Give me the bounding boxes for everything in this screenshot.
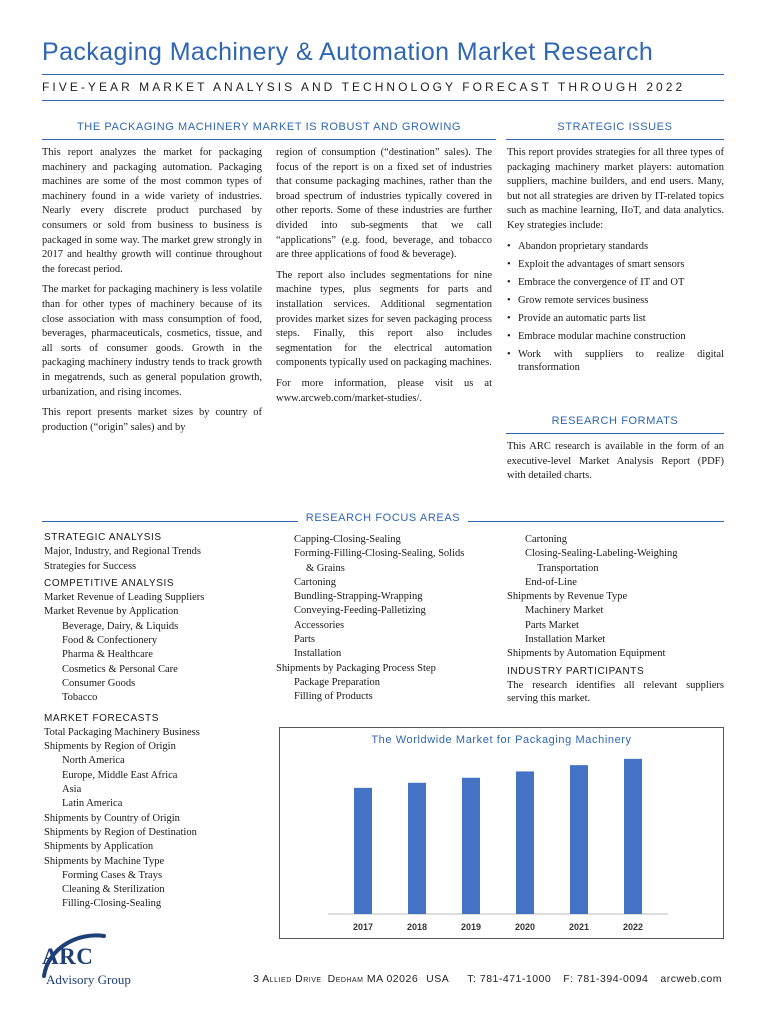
strategy-list: [507, 240, 724, 375]
footer-contact: [253, 973, 722, 985]
strategic-analysis-heading: STRATEGIC ANALYSIS: [44, 532, 162, 543]
list-item: Shipments by Country of Origin: [44, 812, 180, 824]
list-item: Capping-Closing-Sealing: [294, 534, 401, 545]
focus-column-1: [44, 531, 274, 912]
strategy-item: • Embrace the convergence of IT and OT: [507, 276, 724, 290]
list-item: Strategies for Success: [44, 560, 137, 572]
strategy-item: • Abandon proprietary standards: [507, 240, 724, 254]
list-item: Parts Market: [525, 619, 579, 631]
logo-subtitle: Advisory Group: [46, 972, 131, 987]
paragraph: This report analyzes the market for packaging machinery and packaging automation. Packaging machines are some of the most common types of machinery found in a wide variety of industries. Nearly every discrete product purchased by consumers or sold from business to business is packaged in some way. The market grew strongly in 2017 and healthy growth will continue throughout the forecast period.: [42, 147, 262, 275]
list-item: Shipments by Revenue Type: [507, 591, 628, 603]
strategic-heading: STRATEGIC ISSUES: [557, 121, 673, 133]
chart-bar-2017: [354, 788, 372, 914]
list-item: Cosmetics & Personal Care: [62, 663, 178, 675]
footer-web: arcweb.com: [660, 973, 722, 985]
focus-heading-label: RESEARCH FOCUS AREAS: [298, 512, 468, 524]
list-item: Transportation: [537, 562, 599, 574]
list-item: Installation Market: [525, 634, 606, 646]
strategic-intro: This report provides strategies for all three types of packaging machinery market players: automation suppliers, machine builders, and end users. Many, but not all strategies are driven by IT-related topics such as machine learning, IIoT, and data analytics. Key strategies include:: [507, 147, 724, 231]
list-item: Asia: [62, 784, 82, 796]
list-item: Pharma & Healthcare: [62, 649, 153, 661]
list-item: & Grains: [306, 562, 345, 574]
list-item: Cleaning & Sterilization: [62, 884, 165, 896]
footer-address: 3 Allied Drive: [253, 973, 322, 985]
title-divider: [42, 74, 724, 75]
strategy-item: • Provide an automatic parts list: [507, 312, 724, 326]
chart-bar-2020: [516, 771, 534, 914]
list-item: Shipments by Machine Type: [44, 855, 165, 867]
robust-divider: [42, 139, 496, 140]
focus-column-3: [507, 533, 724, 706]
footer-country: USA: [426, 973, 450, 985]
focus-column-2: [276, 533, 504, 705]
chart-title: The Worldwide Market for Packaging Machinery: [371, 734, 632, 746]
list-item: Consumer Goods: [62, 677, 136, 689]
list-item: Major, Industry, and Regional Trends: [44, 546, 201, 558]
list-item: Conveying-Feeding-Palletizing: [294, 605, 426, 617]
bar-chart: [280, 728, 725, 940]
list-item: Total Packaging Machinery Business: [44, 726, 200, 738]
logo-text: ARC: [42, 944, 94, 969]
list-item: Closing-Sealing-Labeling-Weighing: [525, 548, 678, 560]
list-item: Installation: [294, 648, 342, 660]
formats-text: This ARC research is available in the form of an executive-level Market Analysis Report (PDF) with detailed charts.: [507, 441, 724, 482]
list-item: Bundling-Strapping-Wrapping: [294, 591, 423, 603]
strategy-item: • Work with suppliers to realize digital transformation: [507, 348, 724, 375]
competitive-analysis-heading: COMPETITIVE ANALYSIS: [44, 577, 175, 589]
x-tick-label-2019: 2019: [460, 922, 482, 932]
list-item: Europe, Middle East Africa: [62, 769, 178, 781]
paragraph: The market for packaging machinery is less volatile than for other types of machinery because of its close association with mass consumption of food, beverages, pharmaceuticals, cosmetics, tissue, and all sorts of consumer goods. Growth in the packaging machinery industry tends to track growth in megatrends, such as general population growth, urbanization, and rising incomes.: [42, 284, 262, 398]
strategy-item: • Grow remote services business: [507, 294, 724, 308]
x-tick-label-2022: 2022: [622, 922, 644, 932]
list-item: Package Preparation: [294, 676, 381, 688]
paragraph: region of consumption (“destination” sales). The focus of the report is on a fixed set of industries that consume packaging machines, rather than the broad spectrum of industries typically covered in other reports. Some of these industries are further divided into sub-segments that we call “applications” (e.g. food, beverage, and tobacco are three applications of food & beverage).: [276, 147, 492, 261]
footer-city: Dedham MA 02026: [327, 973, 419, 985]
intro-column-2: [276, 146, 492, 412]
list-item: Shipments by Region of Origin: [44, 741, 176, 753]
list-item: Shipments by Automation Equipment: [507, 648, 666, 660]
formats-divider: [506, 433, 724, 434]
list-item: Market Revenue of Leading Suppliers: [44, 592, 205, 604]
list-item: Cartoning: [525, 534, 567, 545]
strategy-item: • Embrace modular machine construction: [507, 330, 724, 344]
list-item: Forming-Filling-Closing-Sealing, Solids: [294, 548, 465, 560]
strategy-item: • Exploit the advantages of smart sensors: [507, 258, 724, 272]
chart-bar-2018: [408, 783, 426, 914]
list-item: Accessories: [294, 619, 345, 631]
chart-bar-2019: [462, 778, 480, 914]
market-chart: [279, 727, 724, 939]
list-item: Shipments by Application: [44, 841, 154, 853]
strategic-divider: [506, 139, 724, 140]
paragraph: The report also includes segmentations for nine machine types, plus segments for parts and installation services. Additional segmentation provides market sizes for seven packaging process steps. Finally, this report also includes segmentation for the electrical automation components typically used on packaging machines.: [276, 269, 492, 369]
list-item: Beverage, Dairy, & Liquids: [62, 620, 179, 632]
list-item: Shipments by Packaging Process Step: [276, 662, 436, 674]
x-tick-label-2021: 2021: [568, 922, 590, 932]
page-subtitle: FIVE-YEAR MARKET ANALYSIS AND TECHNOLOGY FORECAST THROUGH 2022: [42, 80, 686, 94]
robust-heading: THE PACKAGING MACHINERY MARKET IS ROBUST AND GROWING: [76, 121, 462, 133]
x-tick-label-2018: 2018: [406, 922, 428, 932]
focus-heading: [42, 512, 724, 524]
list-item: Market Revenue by Application: [44, 606, 179, 618]
list-item: Filling-Closing-Sealing: [62, 898, 162, 910]
chart-bar-2021: [570, 765, 588, 914]
participants-text: The research identifies all relevant suppliers serving this market.: [507, 679, 724, 705]
footer-phone: T: 781-471-1000: [467, 973, 552, 985]
paragraph: For more information, please visit us at www.arcweb.com/market-studies/.: [276, 377, 492, 404]
footer-fax: F: 781-394-0094: [563, 973, 649, 985]
list-item: Tobacco: [62, 692, 98, 704]
list-item: Food & Confectionery: [62, 635, 158, 647]
chart-bar-2022: [624, 759, 642, 914]
intro-column-1: [42, 146, 262, 441]
subtitle-divider: [42, 100, 724, 101]
list-item: North America: [62, 755, 125, 767]
list-item: Shipments by Region of Destination: [44, 826, 197, 838]
market-forecasts-heading: MARKET FORECASTS: [44, 712, 159, 724]
list-item: End-of-Line: [525, 576, 577, 588]
x-tick-label-2017: 2017: [352, 922, 374, 932]
list-item: Filling of Products: [294, 691, 373, 703]
strategic-column: [507, 146, 724, 379]
list-item: Latin America: [62, 798, 123, 810]
list-item: Cartoning: [294, 576, 336, 588]
page-title: Packaging Machinery & Automation Market Research: [42, 38, 654, 66]
formats-heading: RESEARCH FORMATS: [551, 415, 679, 427]
list-item: Machinery Market: [525, 605, 604, 617]
industry-participants-heading: INDUSTRY PARTICIPANTS: [507, 665, 645, 677]
list-item: Forming Cases & Trays: [62, 869, 163, 881]
x-tick-label-2020: 2020: [514, 922, 536, 932]
paragraph: This report presents market sizes by country of production (“origin” sales) and by: [42, 407, 262, 433]
list-item: Parts: [294, 634, 315, 646]
